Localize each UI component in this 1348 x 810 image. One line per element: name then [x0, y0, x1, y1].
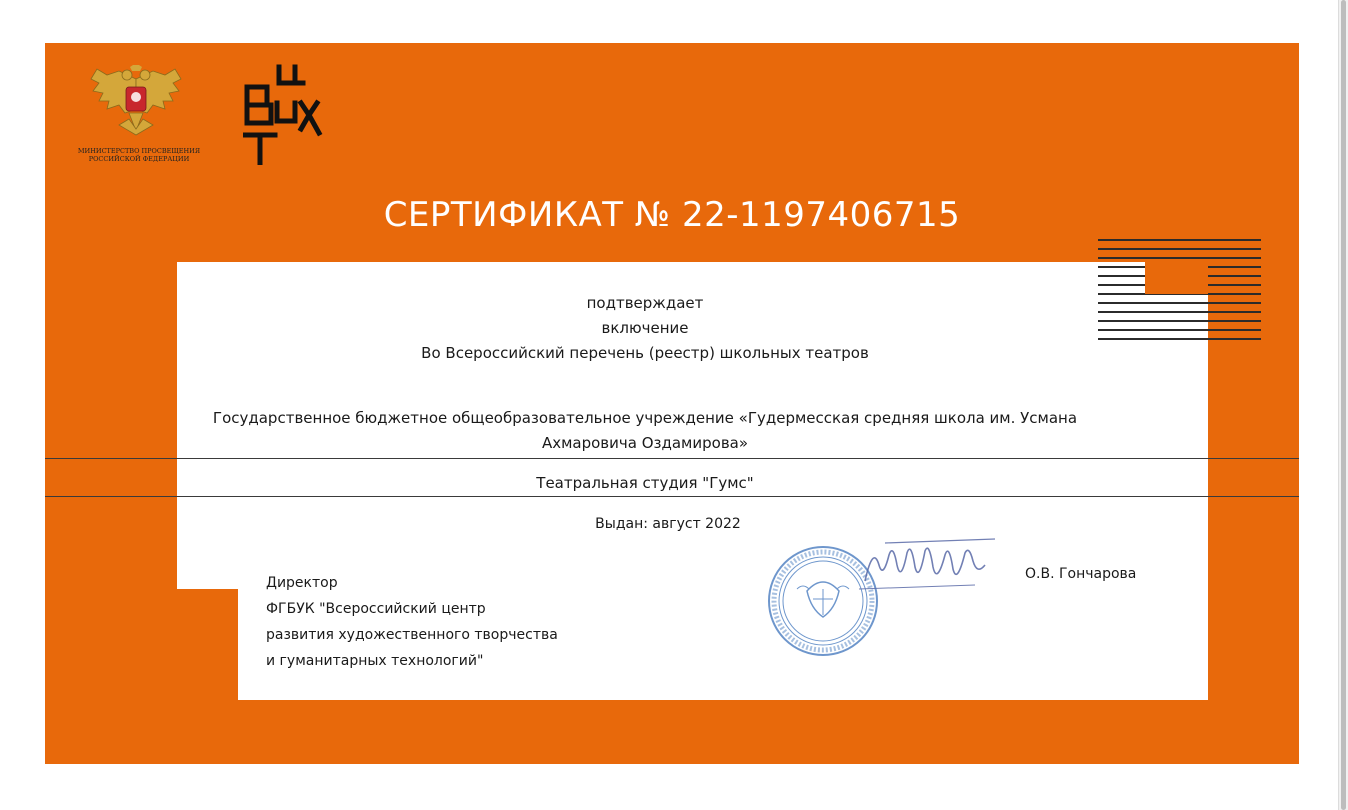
signature-icon: [855, 535, 1005, 595]
signatory-position-line1: Директор: [266, 575, 338, 591]
signatory-position-line2: ФГБУК "Всероссийский центр: [266, 601, 486, 617]
confirms-text: подтверждает: [586, 294, 704, 312]
signatory-position-line3: развития художественного творчества: [266, 627, 558, 643]
certificate-title: СЕРТИФИКАТ № 22-1197406715: [383, 195, 961, 235]
institution-line2: Ахмаровича Оздамирова»: [541, 434, 749, 452]
inclusion-text: включение: [601, 319, 689, 337]
certificate: [45, 43, 1299, 764]
divider-bottom: [45, 496, 1299, 497]
issued-date: Выдан: август 2022: [595, 516, 741, 532]
signatory-name: О.В. Гончарова: [1025, 566, 1137, 582]
ministry-name-line1: МИНИСТЕРСТВО ПРОСВЕЩЕНИЯ: [77, 147, 201, 155]
signatory-position: [266, 570, 558, 674]
divider-top: [45, 458, 1299, 459]
signatory-position-line4: и гуманитарных технологий": [266, 653, 484, 669]
theatre-name: Театральная студия "Гумс": [536, 474, 754, 492]
institution-line1: Государственное бюджетное общеобразовательное учреждение «Гудермесская средняя школа им. Усмана: [212, 409, 1078, 427]
coat-of-arms-icon: [89, 65, 183, 137]
stripe-accent-block: [1145, 262, 1208, 294]
registry-text: Во Всероссийский перечень (реестр) школьных театров: [421, 344, 869, 362]
ministry-name-line2: РОССИЙСКОЙ ФЕДЕРАЦИИ: [88, 155, 190, 163]
scrollbar-thumb[interactable]: [1341, 0, 1346, 810]
ministry-name: [59, 147, 219, 163]
vcht-logo-icon: [243, 63, 323, 165]
